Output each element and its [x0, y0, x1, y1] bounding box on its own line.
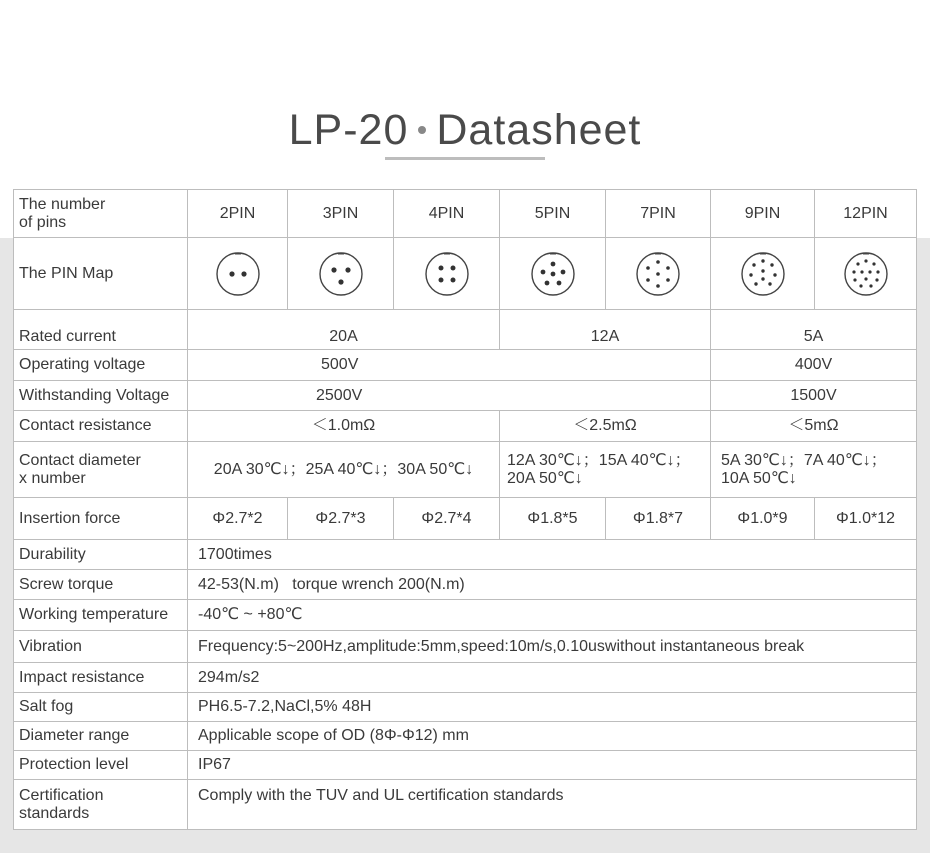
protection-level-label: Protection level — [14, 751, 188, 780]
diameter-range-label: Diameter range — [14, 722, 188, 751]
withstanding-voltage-row — [14, 381, 917, 411]
operating-voltage-value: 400V — [711, 350, 917, 381]
rated-current-value: 20A — [188, 310, 500, 350]
insertion-force-value: Φ2.7*3 — [288, 498, 394, 540]
withstanding-voltage-label: Withstanding Voltage — [14, 381, 188, 411]
contact-resistance-row — [14, 411, 917, 442]
insertion-force-label: Insertion force — [14, 498, 188, 540]
vibration-value: Frequency:5~200Hz,amplitude:5mm,speed:10m/s,0.10uswithout instantaneous break — [188, 631, 917, 663]
durability-value: 1700times — [188, 540, 917, 570]
operating-voltage-label: Operating voltage — [14, 350, 188, 381]
insertion-force-value: Φ1.8*5 — [500, 498, 606, 540]
pins-value: 7PIN — [606, 190, 711, 238]
diameter-range-value: Applicable scope of OD (8Φ-Φ12) mm — [188, 722, 917, 751]
screw-torque-label: Screw torque — [14, 570, 188, 600]
withstanding-voltage-value: 2500V — [188, 381, 711, 411]
pin-map-3-icon — [318, 251, 364, 297]
pin-map-label: The PIN Map — [14, 238, 188, 310]
pins-value: 3PIN — [288, 190, 394, 238]
spec-row — [14, 693, 917, 722]
pin-map-9-icon — [740, 251, 786, 297]
contact-resistance-label: Contact resistance — [14, 411, 188, 442]
spec-row — [14, 631, 917, 663]
rated-current-row — [14, 310, 917, 350]
rated-current-value: 5A — [711, 310, 917, 350]
contact-diameter-row — [14, 442, 917, 498]
spec-row — [14, 751, 917, 780]
title-text: Datasheet — [436, 106, 642, 154]
contact-diameter-value: 5A 30℃↓；7A 40℃↓； 10A 50℃↓ — [711, 442, 917, 498]
pins-value: 4PIN — [394, 190, 500, 238]
durability-label: Durability — [14, 540, 188, 570]
impact-resistance-label: Impact resistance — [14, 663, 188, 693]
pins-row — [14, 190, 917, 238]
screw-torque-value: 42-53(N.m) torque wrench 200(N.m) — [188, 570, 917, 600]
spec-row — [14, 570, 917, 600]
protection-level-value: IP67 — [188, 751, 917, 780]
pin-map-2-icon — [215, 251, 261, 297]
operating-voltage-row — [14, 350, 917, 381]
datasheet-table — [13, 189, 917, 830]
salt-fog-value: PH6.5-7.2,NaCl,5% 48H — [188, 693, 917, 722]
working-temperature-value: -40℃ ~ +80℃ — [188, 600, 917, 631]
spec-row — [14, 663, 917, 693]
impact-resistance-value: 294m/s2 — [188, 663, 917, 693]
pin-map-12-icon — [843, 251, 889, 297]
pins-value: 5PIN — [500, 190, 606, 238]
rated-current-value: 12A — [500, 310, 711, 350]
pins-value: 9PIN — [711, 190, 815, 238]
spec-row — [14, 540, 917, 570]
insertion-force-value: Φ1.0*12 — [815, 498, 917, 540]
pins-label: The number of pins — [14, 190, 188, 238]
spec-row — [14, 600, 917, 631]
contact-diameter-value: 20A 30℃↓；25A 40℃↓；30A 50℃↓ — [188, 442, 500, 498]
insertion-force-value: Φ2.7*2 — [188, 498, 288, 540]
insertion-force-row — [14, 498, 917, 540]
pin-map-5-icon — [530, 251, 576, 297]
operating-voltage-value: 500V — [188, 350, 711, 381]
salt-fog-label: Salt fog — [14, 693, 188, 722]
pin-map-7-icon — [635, 251, 681, 297]
contact-diameter-value: 12A 30℃↓；15A 40℃↓； 20A 50℃↓ — [500, 442, 711, 498]
spec-row — [14, 722, 917, 751]
certification-label: Certification standards — [14, 780, 188, 830]
contact-resistance-value: ＜1.0mΩ — [188, 411, 500, 442]
withstanding-voltage-value: 1500V — [711, 381, 917, 411]
title-dot — [418, 126, 426, 134]
rated-current-label: Rated current — [14, 310, 188, 350]
contact-resistance-value: ＜2.5mΩ — [500, 411, 711, 442]
insertion-force-value: Φ2.7*4 — [394, 498, 500, 540]
working-temperature-label: Working temperature — [14, 600, 188, 631]
page-title — [0, 104, 930, 156]
title-model: LP-20 — [288, 106, 409, 154]
insertion-force-value: Φ1.8*7 — [606, 498, 711, 540]
contact-resistance-value: ＜5mΩ — [711, 411, 917, 442]
title-underline — [385, 157, 545, 160]
pin-map-row — [14, 238, 917, 310]
certification-value: Comply with the TUV and UL certification standards — [188, 780, 917, 830]
pin-map-4-icon — [424, 251, 470, 297]
insertion-force-value: Φ1.0*9 — [711, 498, 815, 540]
contact-diameter-label: Contact diameter x number — [14, 442, 188, 498]
certification-row — [14, 780, 917, 830]
vibration-label: Vibration — [14, 631, 188, 663]
pins-value: 2PIN — [188, 190, 288, 238]
pins-value: 12PIN — [815, 190, 917, 238]
